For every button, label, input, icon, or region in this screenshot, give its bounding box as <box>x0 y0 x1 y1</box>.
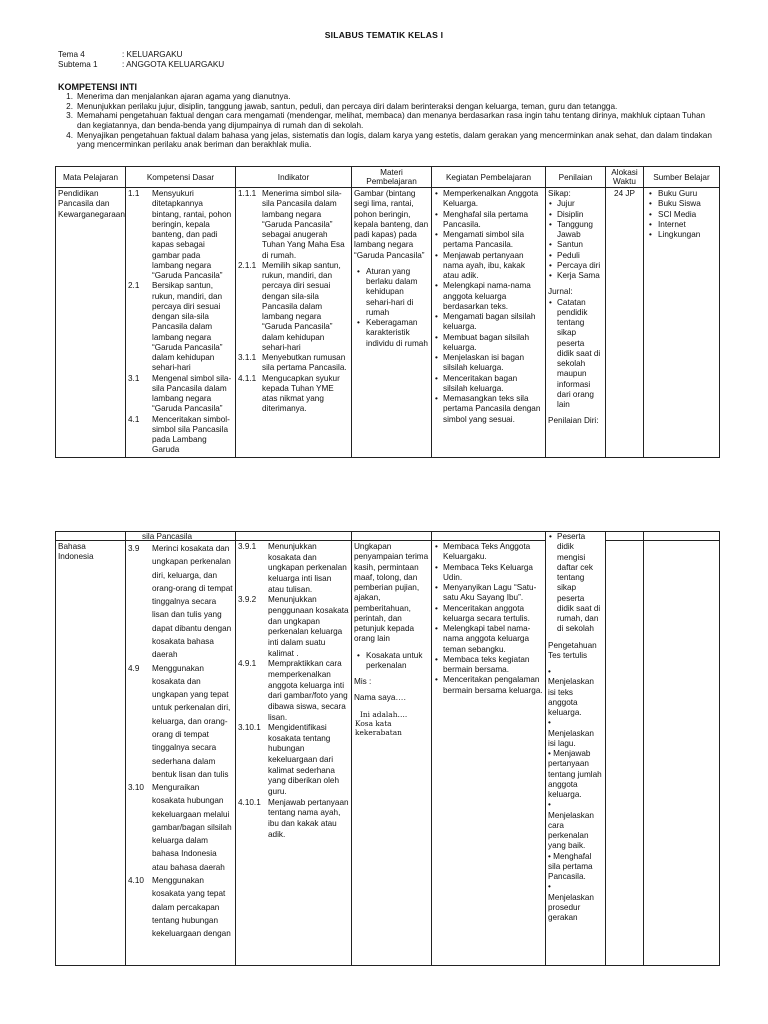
cell-alokasi: 24 JP <box>606 188 644 458</box>
materi-intro: Ungkapan penyampaian terima kasih, permintaan maaf, tolong, dan pemberian pujian, ajakan, pemberitahuan, perintah, dan petunjuk kepada orang lain <box>354 542 429 644</box>
table-row <box>56 541 720 966</box>
cell-empty <box>126 532 236 541</box>
indikator-number: 4.9.1 <box>238 659 257 669</box>
list-item <box>58 102 718 112</box>
kd-text: Mengenal simbol sila-sila Pancasila dalam lambang negara “Garuda Pancasila” <box>152 373 232 414</box>
penilaian-item: • Menjawab pertanyaan tentang jumlah anggota keluarga. <box>548 749 602 799</box>
cell-empty <box>56 532 126 541</box>
list-item: • Catatan pendidik tentang sikap peserta didik saat di sekolah maupun informasi dari orang lain <box>548 298 603 411</box>
list-item: • Aturan yang berlaku dalam kehidupan sehari-hari di rumah <box>354 267 429 318</box>
cell-empty <box>432 532 546 541</box>
cell-sumber <box>644 188 720 458</box>
cell-empty <box>644 532 720 541</box>
kd-number: 3.1 <box>128 373 140 383</box>
cell-kompetensi-dasar <box>126 541 236 966</box>
list-item: • Membaca teks kegiatan bermain bersama. <box>434 655 543 676</box>
penilaian-text: Menjelaskan isi lagu. <box>548 728 594 748</box>
kd-number: 3.10 <box>128 783 144 793</box>
indikator-text: Menjawab pertanyaan tentang nama ayah, ibu dan kakak atau adik. <box>268 797 349 839</box>
list-item: • Menghafal sila pertama Pancasila. <box>434 210 543 231</box>
list-item: • Peserta didik mengisi daftar cek tentang sikap peserta didik saat di rumah, dan di sekolah <box>548 532 603 635</box>
list-item: • Lingkungan <box>646 230 717 240</box>
header-sumber: Sumber Belajar <box>644 167 720 188</box>
header-indikator: Indikator <box>236 167 352 188</box>
header-kegiatan: Kegiatan Pembelajaran <box>432 167 546 188</box>
list-item: • Kerja Sama <box>548 271 603 281</box>
sikap-label: Sikap: <box>548 189 571 199</box>
list-item <box>58 111 718 130</box>
cell-penilaian-continuation <box>546 532 606 966</box>
header-kompetensi-dasar: Kompetensi Dasar <box>126 167 236 188</box>
silabus-table-part-2 <box>55 531 720 966</box>
document-title: SILABUS TEMATIK KELAS I <box>324 30 444 40</box>
kegiatan-list <box>434 542 543 696</box>
list-item <box>58 131 718 150</box>
meta-row-subtema <box>58 60 224 70</box>
indikator-text: Mengidentifikasi kosakata tentang hubungan kekeluargaan dari kalimat sederhana yang diberikan oleh guru. <box>268 723 340 797</box>
kd-continuation-text: sila Pancasila <box>142 532 193 541</box>
list-item: • Mengamati bagan silsilah keluarga. <box>434 312 543 333</box>
kd-text: Menguraikan kosakata hubungan kekeluargaan melalui gambar/bagan silsilah keluarga dalam bahasa Indonesia atau bahasa daerah <box>152 783 232 872</box>
header-alokasi: Alokasi Waktu <box>606 167 644 188</box>
kd-text: Menceritakan simbol-simbol sila Pancasila pada Lambang Garuda <box>152 414 230 455</box>
indikator-number: 4.10.1 <box>238 797 261 807</box>
kd-text: Menggunakan kosakata yang tepat dalam percakapan tentang hubungan kekeluargaan dengan <box>152 876 231 939</box>
penilaian-cont-list <box>548 532 603 635</box>
kegiatan-list <box>434 189 543 425</box>
list-item: • Membaca Teks Keluarga Udin. <box>434 563 543 584</box>
cell-indikator <box>236 541 352 966</box>
silabus-table-part-1 <box>55 166 720 458</box>
cell-mapel: Pendidikan Pancasila dan Kewarganegaraan <box>56 188 126 458</box>
kd-number: 4.9 <box>128 663 140 673</box>
header-mapel: Mata Pelajaran <box>56 167 126 188</box>
list-item: • Membaca Teks Anggota Keluargaku. <box>434 542 543 563</box>
penilaian-item: • Menjelaskan prosedur gerakan <box>548 882 594 922</box>
indikator-number: 3.10.1 <box>238 723 261 733</box>
jurnal-list <box>548 298 603 411</box>
kd-text: Merinci kosakata dan ungkapan perkenalan diri, keluarga, dan orang-orang di tempat tinggalnya secara lisan dan tulis yang dapat dibantu dengan kosakata bahasa daerah <box>152 544 233 660</box>
list-item: • Tanggung Jawab <box>548 220 603 241</box>
list-item <box>58 92 718 102</box>
tes-label: Tes tertulis <box>548 650 588 660</box>
item-number: 2. <box>66 101 73 111</box>
item-text: Menyajikan pengetahuan faktual dalam bahasa yang jelas, sistematis dan logis, dalam karya yang estetis, dalam gerakan yang mencerminkan anak sehat, dan dalam tindakan yang mencerminkan perilaku anak beriman dan berakhlak mulia. <box>77 130 712 150</box>
cell-kegiatan <box>432 541 546 966</box>
jurnal-label: Jurnal: <box>548 287 573 297</box>
materi-mis: Mis : <box>354 677 372 686</box>
indikator-number: 4.1.1 <box>238 373 257 383</box>
list-item: • Internet <box>646 220 717 230</box>
list-item: • Melengkapi nama-nama anggota keluarga berdasarkan teks. <box>434 281 543 312</box>
indikator-number: 3.9.1 <box>238 542 257 551</box>
meta-value: : ANGGOTA KELUARGAKU <box>122 60 225 69</box>
cell-kegiatan <box>432 188 546 458</box>
item-number: 1. <box>66 92 73 101</box>
list-item: • Membuat bagan silsilah keluarga. <box>434 333 543 354</box>
list-item: • Buku Guru <box>646 189 717 199</box>
indikator-number: 2.1.1 <box>238 260 257 270</box>
list-item: • Buku Siswa <box>646 199 717 209</box>
indikator-text: Mempraktikkan cara memperkenalkan anggota keluarga inti dari gambar/foto yang dibawa siswa, secara lisan. <box>268 659 348 722</box>
penilaian-text: Menjelaskan cara perkenalan yang baik. <box>548 810 594 851</box>
header-penilaian: Penilaian <box>546 167 606 188</box>
item-number: 4. <box>66 130 73 140</box>
list-item: • Menjawab pertanyaan nama ayah, ibu, kakak atau adik. <box>434 251 543 282</box>
kompetensi-inti-list <box>58 92 718 150</box>
materi-example: Kosa kata kekerabatan <box>355 718 402 737</box>
materi-example: Nama saya…. <box>354 693 406 703</box>
meta-value: : KELUARGAKU <box>122 50 183 59</box>
meta-key: Subtema 1 <box>58 60 98 69</box>
indikator-text: Memilih sikap santun, rukun, mandiri, dan percaya diri sesuai dengan sila-sila Pancasila dalam lambang negara “Garuda Pancasila” dalam kehidupan sehari-hari <box>262 260 341 352</box>
item-text: Menerima dan menjalankan ajaran agama yang dianutnya. <box>77 92 291 101</box>
penilaian-text: Menjawab pertanyaan tentang jumlah anggota keluarga. <box>548 749 602 799</box>
list-item: • Jujur <box>548 199 603 209</box>
kd-number: 4.10 <box>128 876 144 886</box>
item-text: Menunjukkan perilaku jujur, disiplin, tanggung jawab, santun, peduli, dan percaya diri dalam berinteraksi dengan keluarga, teman, guru dan tetangga. <box>77 101 618 111</box>
cell-empty <box>606 532 644 541</box>
list-item: • Peduli <box>548 251 603 261</box>
list-item: • Menceritakan bagan silsilah keluarga. <box>434 374 543 395</box>
list-item: • SCI Media <box>646 210 717 220</box>
materi-intro: Gambar (bintang segi lima, rantai, pohon beringin, kepala banteng, dan padi kapas) pada lambang negara “Garuda Pancasila” <box>354 189 429 260</box>
cell-penilaian <box>546 188 606 458</box>
list-item: • Menjelaskan isi bagan silsilah keluarga. <box>434 353 543 374</box>
cell-alokasi <box>606 541 644 966</box>
list-item: • Menceritakan anggota keluarga secara tertulis. <box>434 604 543 625</box>
pengetahuan-label: Pengetahuan <box>548 640 597 650</box>
penilaian-text: Menghafal sila pertama Pancasila. <box>548 851 593 881</box>
table-row-continuation <box>56 532 720 541</box>
item-number: 3. <box>66 111 73 121</box>
list-item: • Melengkapi tabel nama-nama anggota keluarga teman sebangku. <box>434 624 543 655</box>
cell-mapel: Bahasa Indonesia <box>56 541 126 966</box>
list-item: • Percaya diri <box>548 261 603 271</box>
indikator-number: 3.1.1 <box>238 353 257 363</box>
cell-empty <box>352 532 432 541</box>
materi-list <box>354 267 429 349</box>
penilaian-item: • Menjelaskan isi teks anggota keluarga. <box>548 667 594 717</box>
cell-empty <box>236 532 352 541</box>
penilaian-diri-label: Penilaian Diri: <box>548 416 599 426</box>
table-row <box>56 188 720 458</box>
table-header-row <box>56 167 720 188</box>
penilaian-item: • Menjelaskan isi lagu. <box>548 718 594 748</box>
indikator-text: Menunjukkan penggunaan kosakata dan ungkapan perkenalan keluarga inti dalam suatu kalimat . <box>268 595 349 658</box>
item-text: Memahami pengetahuan faktual dengan cara mengamati (mendengar, melihat, membaca) dan menanya berdasarkan rasa ingin tahu tentang dirinya, makhluk ciptaan Tuhan dan kegiatannya, dan benda-benda yang dijumpainya di rumah dan di sekolah. <box>77 111 706 131</box>
list-item: • Kosakata untuk perkenalan <box>354 651 429 672</box>
list-item: • Keberagaman karakteristik individu di rumah <box>354 318 429 349</box>
penilaian-item: • Menjelaskan cara perkenalan yang baik. <box>548 800 594 851</box>
list-item: • Memperkenalkan Anggota Keluarga. <box>434 189 543 210</box>
cell-materi <box>352 541 432 966</box>
kd-number: 1.1 <box>128 189 140 199</box>
kd-text: Bersikap santun, rukun, mandiri, dan percaya diri sesuai dengan sila-sila Pancasila dalam lambang negara “Garuda Pancasila” dalam kehidupan sehari-hari <box>152 281 223 373</box>
list-item: • Santun <box>548 240 603 250</box>
cell-kompetensi-dasar <box>126 188 236 458</box>
list-item: • Disiplin <box>548 210 603 220</box>
indikator-text: Mengucapkan syukur kepada Tuhan YME atas nikmat yang diterimanya. <box>262 373 340 414</box>
penilaian-text: Menjelaskan isi teks anggota keluarga. <box>548 677 594 717</box>
kd-text: Menggunakan kosakata dan ungkapan yang tepat untuk perkenalan diri, keluarga, dan orang-orang di tempat tinggalnya secara sederhana dalam bentuk lisan dan tulis <box>152 663 231 779</box>
meta-key: Tema 4 <box>58 50 85 59</box>
penilaian-text: Menjelaskan prosedur gerakan <box>548 892 594 922</box>
sumber-list <box>646 189 717 240</box>
meta-row-tema <box>58 50 224 60</box>
kompetensi-inti-heading: KOMPETENSI INTI <box>58 82 138 92</box>
list-item: • Menyanyikan Lagu “Satu-satu Aku Sayang Ibu”. <box>434 583 543 604</box>
materi-example: Ini adalah…. <box>360 709 408 719</box>
kd-text: Mensyukuri ditetapkannya bintang, rantai, pohon beringin, kepala banteng, dan padi kapas sebagai gambar pada lambang negara “Garuda Pancasila” <box>152 189 232 281</box>
materi-list <box>354 651 429 672</box>
list-item: • Mengamati simbol sila pertama Pancasila. <box>434 230 543 251</box>
list-item: • Menceritakan pengalaman bermain bersama keluarga. <box>434 675 543 696</box>
penilaian-item: • Menghafal sila pertama Pancasila. <box>548 851 593 881</box>
indikator-text: Menunjukkan kosakata dan ungkapan perkenalan keluarga inti lisan atau tulisan. <box>268 542 347 594</box>
sikap-list <box>548 199 603 281</box>
indikator-number: 3.9.2 <box>238 595 257 605</box>
cell-indikator <box>236 188 352 458</box>
list-item: • Memasangkan teks sila pertama Pancasila dengan simbol yang sesuai. <box>434 394 543 425</box>
kd-number: 4.1 <box>128 414 140 424</box>
cell-sumber <box>644 541 720 966</box>
kd-number: 2.1 <box>128 281 140 291</box>
indikator-number: 1.1.1 <box>238 189 257 199</box>
indikator-text: Menerima simbol sila-sila Pancasila dalam lambang negara “Garuda Pancasila” sebagai anugerah Tuhan Yang Maha Esa di rumah. <box>262 189 345 260</box>
kd-number: 3.9 <box>128 544 140 553</box>
document-meta <box>58 50 224 70</box>
cell-materi <box>352 188 432 458</box>
header-materi: Materi Pembelajaran <box>352 167 432 188</box>
indikator-text: Menyebutkan rumusan sila pertama Pancasila. <box>262 353 347 373</box>
